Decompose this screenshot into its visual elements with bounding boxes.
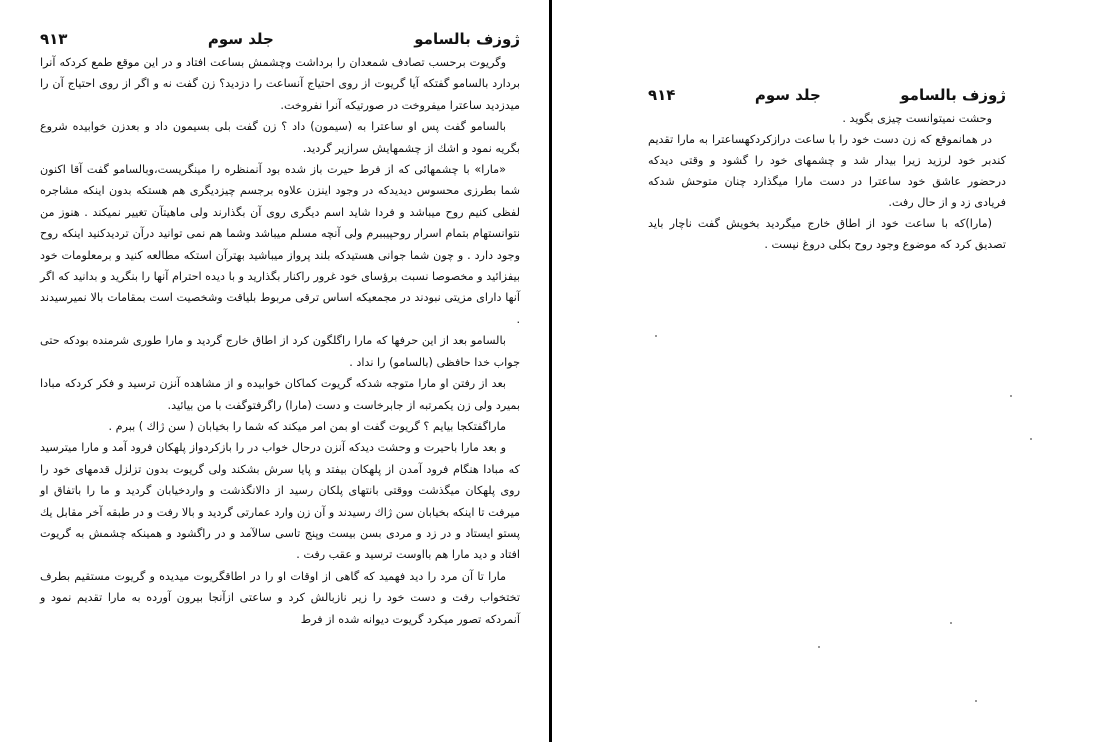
paragraph: وحشت نمیتوانست چیزی بگوید . xyxy=(842,112,992,125)
header-title: ژوزف بالسامو xyxy=(414,30,520,48)
left-page-header xyxy=(40,30,520,48)
scan-speck xyxy=(655,335,657,337)
right-page xyxy=(552,0,1096,742)
paragraph: بعد از رفتن او مارا متوجه شدکه گریوت کماکان خوابیده و از مشاهده آنزن ترسید و فکر کردکه مبادا بمیرد ولی زن یکمرتبه از جابرخاست و دست (مارا) راگرفتوگفت با من بیائید. xyxy=(40,377,520,412)
header-volume: جلد سوم xyxy=(754,86,821,104)
paragraph: مارا تا آن مرد را دید فهمید که گاهی از اوقات او را در اطاقگریوت میدیده و گریوت مستقیم بطرف تختخواب رفت و دست خود را زیر نازبالش کرد و ساعتی ازآنجا بیرون آورده به مارا تقدیم نمود و آنمردکه تصور میکرد گریوت دیوانه شده از فرط xyxy=(40,569,520,626)
paragraph: «مارا» با چشمهائی که از فرط حیرت باز شده بود آنمنظره را مینگریست،وبالسامو گفت آقا اکنون شما بطرزی محسوس دیدیدکه در وجود اینزن علاوه برجسم چیزدیگری هم هستکه بدون اینکه مشاجره لفظی کنیم روح میباشد و فردا شاید اسم دیگری روی آن بگذارند ولی ماهیتآن تغییر نمیکند . هنوز من نتوانستهام بتمام اسرار روحپیببرم ولی آنچه مسلم میباشد وشما هم نمی توانید درآن تردیدکنید اینکه روح وجود دارد . و چون شما جوانی هستیدکه بلند پرواز میباشید بهترآن استکه مطالعه کنید و برمعلومات خود بیفزائید و مخصوصا نسبت برؤسای خود غرور راکنار بگذارید و با دیده احترام آنها را بنگرید و بدانید که اگر آنها دارای مزیتی نبودند در مجمعیکه اساس ترقی مربوط بلیاقت وشخصیت است بمقامات بالا نمیرسیدند . xyxy=(40,163,520,326)
paragraph: در همانموقع که زن دست خود را با ساعت درازکردکهساعترا به مارا تقدیم کندبر خود لرزید زیرا بیدار شد و چشمهای خود را گشود و وقتی دیدکه درحضور عاشق خود ساعترا در دست مارا میگذارد چنان متوحش شدکه فریادی زد و از حال رفت. xyxy=(648,133,1006,209)
left-page-body xyxy=(40,52,520,630)
header-volume: جلد سوم xyxy=(207,30,274,48)
paragraph: بالسامو بعد از این حرفها که مارا راگلگون کرد از اطاق خارج گردید و مارا طوری شرمنده بودکه حتی جواب خدا حافظی (بالسامو) را نداد . xyxy=(40,334,520,369)
right-page-header xyxy=(648,86,1006,104)
paragraph: بالسامو گفت پس او ساعترا به (سیمون) داد ؟ زن گفت بلی بسیمون داد و بعدزن خوابیده شروع بگریه نمود و اشك از چشمهایش سرازیر گردید. xyxy=(40,120,520,155)
scan-speck xyxy=(950,622,952,624)
page-number: ۹۱۳ xyxy=(40,30,68,48)
scan-speck xyxy=(1010,395,1012,397)
right-page-body xyxy=(648,108,1006,255)
scan-speck xyxy=(975,700,977,702)
paragraph: و بعد مارا باحیرت و وحشت دیدکه آنزن درحال خواب در را بازکردواز پلهکان فرود آمد و مارا میترسید که مبادا هنگام فرود آمدن از پلهکان بیفتد و پایا سرش بشکند ولی گریوت بدون تزلزل قدمهای خود را روی پلهکان میگذشت ووقتی بانتهای پلکان رسید از دالانگذشت و واردخیابان گردید و ما را باتفاق او میرفت تا اینکه بخیابان سن ژاك رسیدند و آن زن وارد عمارتی گردید و بالا رفت و در طبقه آخر مقابل یك پستو ایستاد و در زد و مردی بسن بیست وپنج تاسی سالآمد و در راگشود و همینکه چشمش به گریوت افتاد و دید مارا هم بااوست ترسید و عقب رفت . xyxy=(40,441,520,562)
page-number: ۹۱۴ xyxy=(648,86,676,104)
paragraph: (مارا)که با ساعت خود از اطاق خارج میگردید بخویش گفت ناچار باید تصدیق کرد که موضوع وجود روح بکلی دروغ نیست . xyxy=(648,217,1006,251)
header-title: ژوزف بالسامو xyxy=(900,86,1006,104)
paragraph: وگریوت برحسب تصادف شمعدان را برداشت وچشمش بساعت افتاد و در این موقع طمع کردکه آنرا بردارد بالسامو گفتکه آیا گریوت از روی احتیاج آنساعت را دزدید؟ زن گفت نه و اگر از روی احتیاج آن را میدزدید ساعترا میفروخت در صورتیکه آنرا نفروخت. xyxy=(40,56,520,112)
scan-speck xyxy=(818,646,820,648)
paragraph: ماراگفتکجا بیایم ؟ گریوت گفت او بمن امر میکند که شما را بخیابان ( سن ژاك ) ببرم . xyxy=(108,419,506,433)
scan-speck xyxy=(1030,438,1032,440)
